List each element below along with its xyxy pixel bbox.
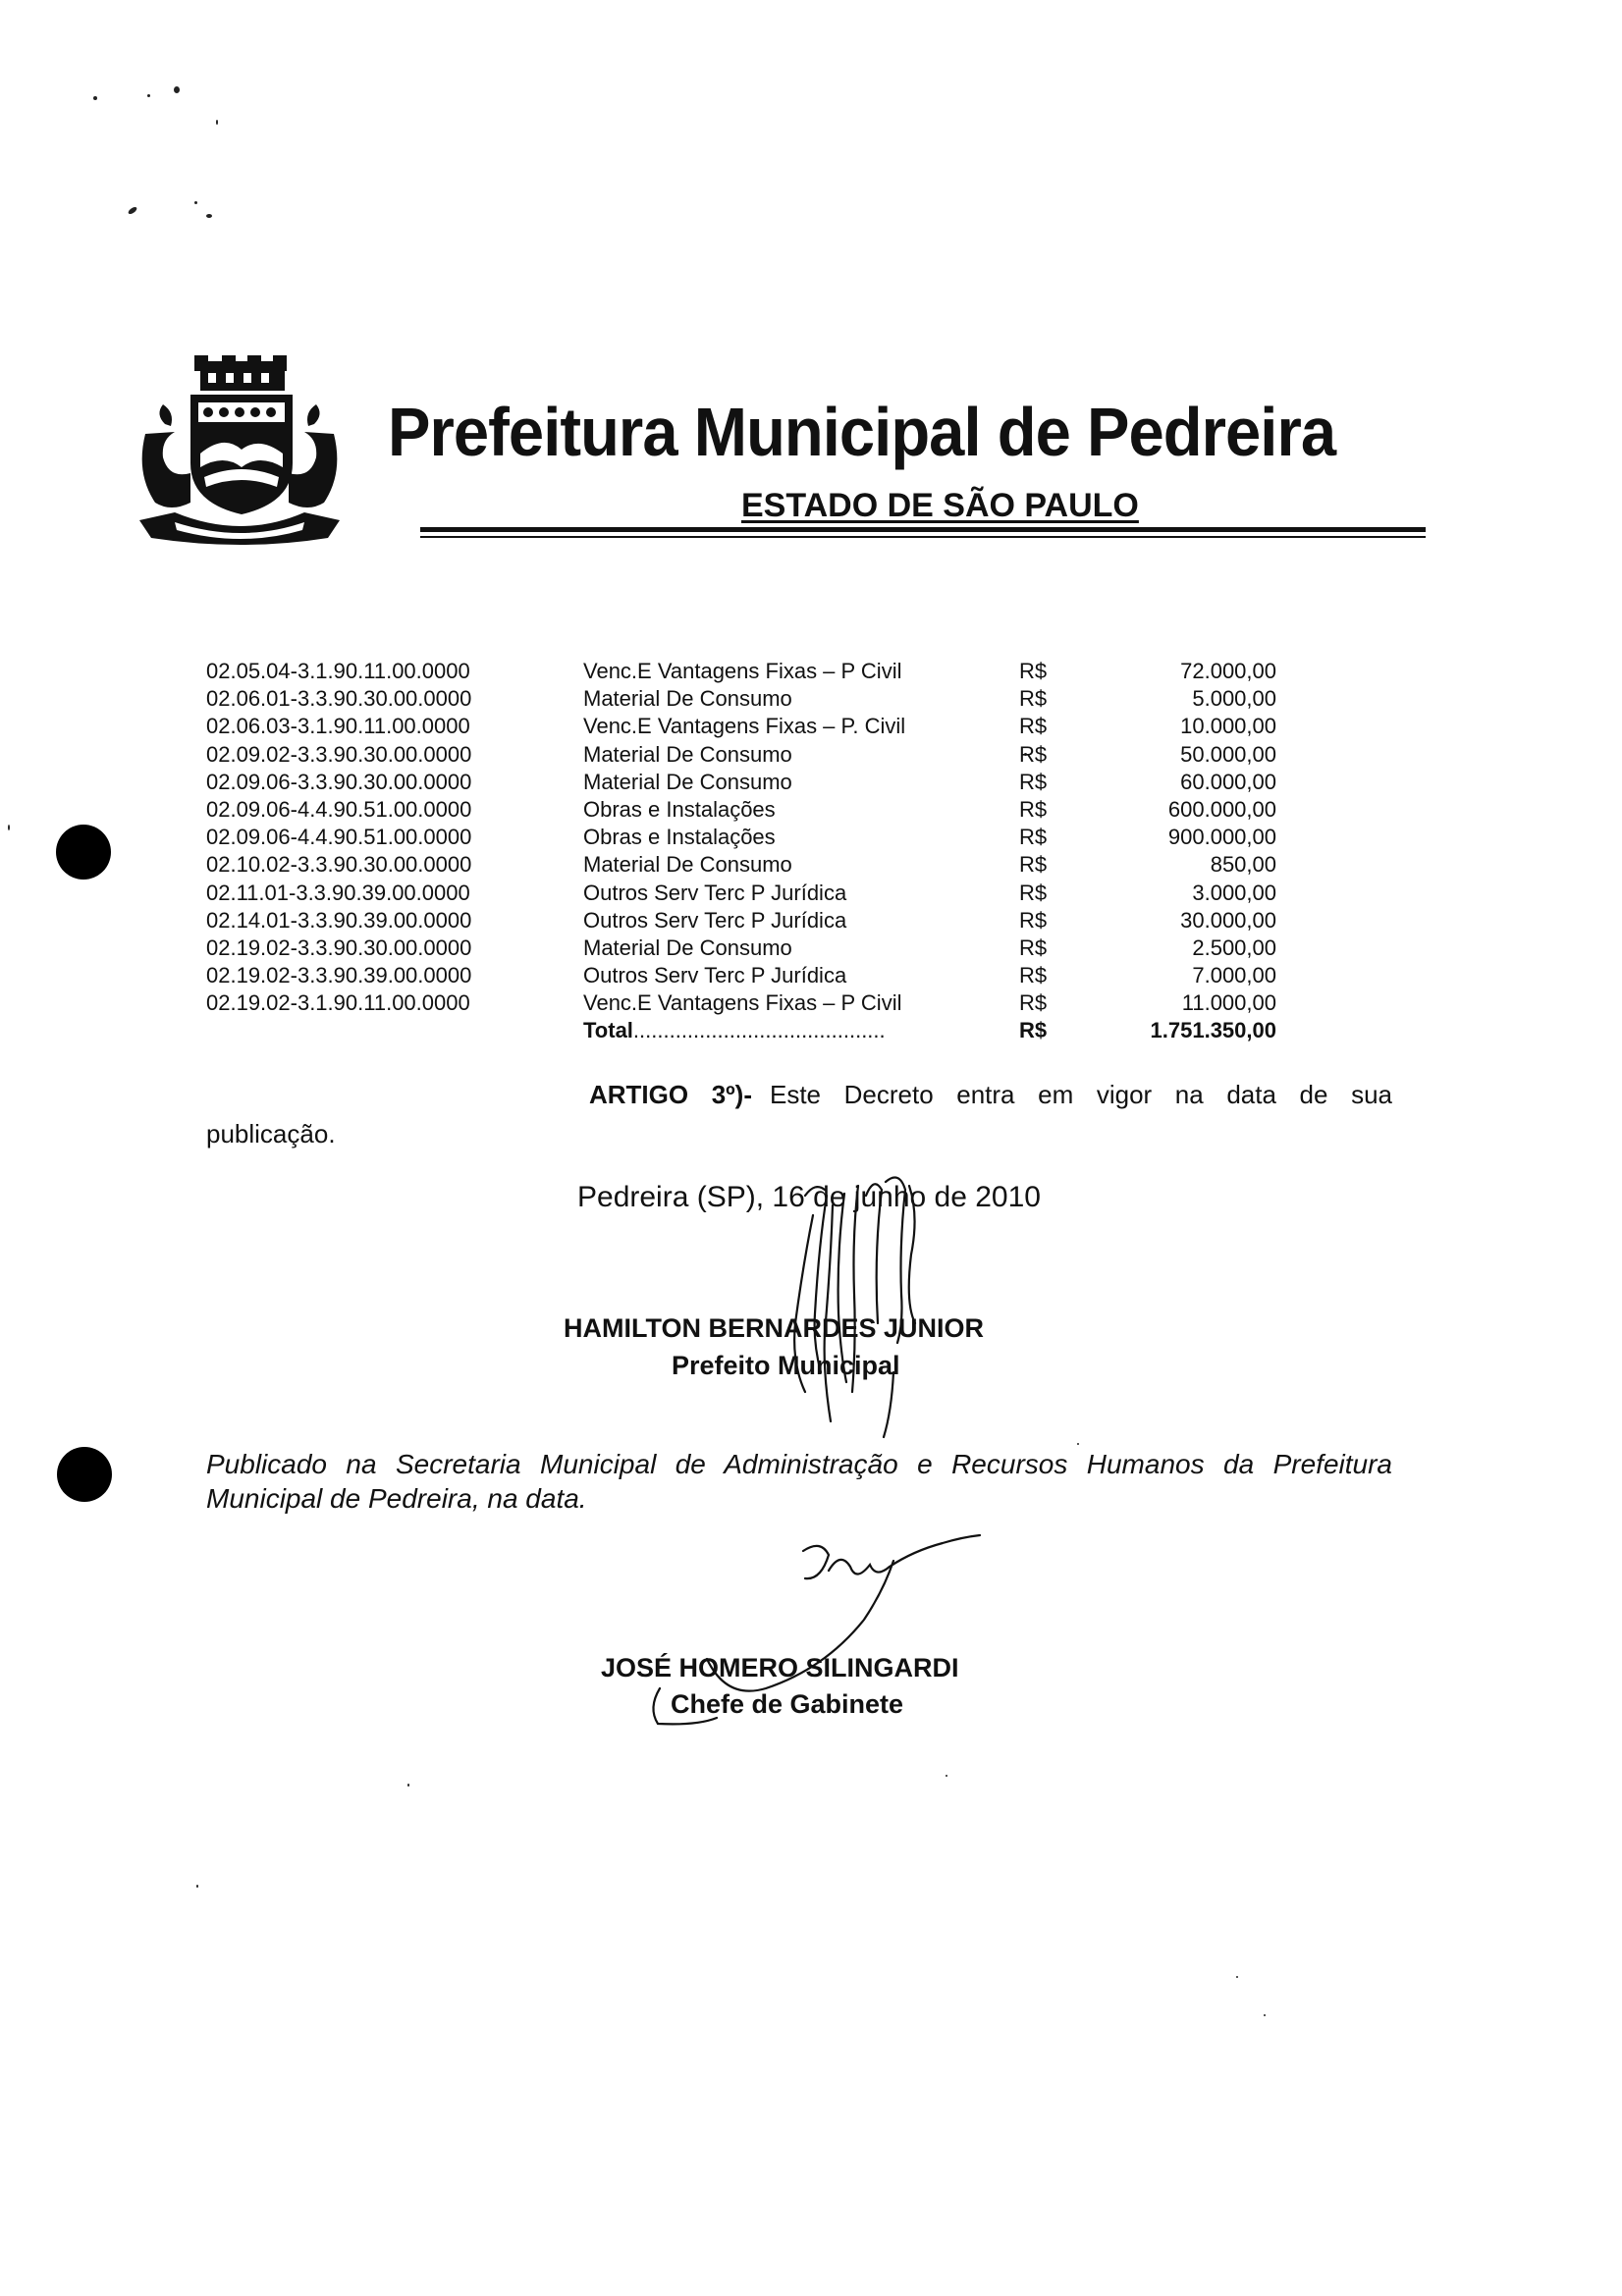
table-row <box>206 989 1286 1017</box>
currency-symbol: R$ <box>1019 880 1048 905</box>
header-divider <box>420 527 1426 532</box>
budget-description: Material De Consumo <box>583 934 792 960</box>
budget-table <box>206 658 1286 1045</box>
currency-symbol: R$ <box>1019 769 1048 794</box>
budget-amount: 50.000,00 <box>1180 741 1276 767</box>
budget-description: Obras e Instalações <box>583 796 776 822</box>
currency-symbol: R$ <box>1019 825 1048 850</box>
currency-symbol: R$ <box>1019 1018 1048 1043</box>
budget-code: 02.19.02-3.3.90.39.00.0000 <box>206 963 472 988</box>
currency-symbol: R$ <box>1019 907 1048 933</box>
scan-speck <box>174 86 180 93</box>
table-row <box>206 685 1286 713</box>
total-label-text: Total <box>583 1018 633 1043</box>
scan-speck <box>946 1775 947 1777</box>
total-row <box>206 1017 1286 1044</box>
budget-amount: 30.000,00 <box>1180 907 1276 933</box>
budget-amount: 72.000,00 <box>1180 659 1276 683</box>
budget-code: 02.09.06-3.3.90.30.00.0000 <box>206 769 472 794</box>
scan-speck <box>216 120 218 125</box>
scan-speck <box>127 206 137 216</box>
table-row <box>206 796 1286 824</box>
scan-speck <box>407 1784 409 1787</box>
scan-speck <box>8 825 10 830</box>
scan-speck <box>147 94 150 97</box>
budget-code: 02.19.02-3.1.90.11.00.0000 <box>206 990 470 1016</box>
budget-code: 02.09.06-4.4.90.51.00.0000 <box>206 796 472 822</box>
budget-amount: 7.000,00 <box>1192 963 1276 988</box>
scan-speck <box>1236 1976 1238 1978</box>
header-divider-thin <box>420 536 1426 538</box>
signatory-1-title: Prefeito Municipal <box>672 1351 900 1380</box>
table-row <box>206 851 1286 879</box>
table-row <box>206 907 1286 934</box>
currency-symbol: R$ <box>1019 659 1048 683</box>
currency-symbol: R$ <box>1019 796 1048 822</box>
punch-hole-top <box>56 825 111 880</box>
budget-amount: 2.500,00 <box>1192 934 1276 960</box>
signatory-2-name: JOSÉ HOMERO SILINGARDI <box>601 1653 959 1682</box>
currency-symbol: R$ <box>1019 686 1048 712</box>
table-row <box>206 962 1286 989</box>
table-row <box>206 769 1286 796</box>
signatory-2-title: Chefe de Gabinete <box>671 1689 904 1719</box>
budget-code: 02.09.06-4.4.90.51.00.0000 <box>206 825 472 850</box>
budget-description: Outros Serv Terc P Jurídica <box>583 880 847 905</box>
article-continuation: publicação. <box>206 1119 336 1148</box>
budget-code: 02.06.03-3.1.90.11.00.0000 <box>206 714 470 739</box>
article-label: ARTIGO 3º)- <box>589 1080 752 1109</box>
page-subtitle: ESTADO DE SÃO PAULO <box>741 487 1139 524</box>
budget-code: 02.11.01-3.3.90.39.00.0000 <box>206 880 470 905</box>
budget-amount: 60.000,00 <box>1180 769 1276 794</box>
coat-of-arms-icon <box>135 355 344 547</box>
place-date: Pedreira (SP), 16 de junho de 2010 <box>577 1181 1041 1213</box>
budget-amount: 600.000,00 <box>1167 796 1276 822</box>
budget-code: 02.06.01-3.3.90.30.00.0000 <box>206 686 472 712</box>
table-row <box>206 824 1286 851</box>
article-text: Este Decreto entra em vigor na data de sua <box>769 1080 1392 1109</box>
budget-description: Obras e Instalações <box>583 825 776 850</box>
budget-code: 02.09.02-3.3.90.30.00.0000 <box>206 741 472 767</box>
budget-description: Venc.E Vantagens Fixas – P Civil <box>583 659 902 683</box>
budget-amount: 3.000,00 <box>1192 880 1276 905</box>
mayor-signature-icon <box>776 1147 943 1441</box>
publication-note: Publicado na Secretaria Municipal de Administração e Recursos Humanos da Prefeitura Municipal de Pedreira, na data. <box>206 1449 1392 1514</box>
scan-speck <box>1264 2014 1266 2016</box>
currency-symbol: R$ <box>1019 714 1048 739</box>
scan-speck <box>1077 1443 1079 1445</box>
table-row <box>206 934 1286 962</box>
currency-symbol: R$ <box>1019 963 1048 988</box>
scan-speck <box>93 96 97 100</box>
budget-amount: 10.000,00 <box>1180 714 1276 739</box>
currency-symbol: R$ <box>1019 990 1048 1016</box>
total-amount: 1.751.350,00 <box>1150 1018 1276 1043</box>
budget-amount: 11.000,00 <box>1181 990 1276 1016</box>
budget-amount: 5.000,00 <box>1192 686 1276 712</box>
currency-symbol: R$ <box>1019 741 1048 767</box>
budget-code: 02.05.04-3.1.90.11.00.0000 <box>206 659 470 683</box>
table-row <box>206 880 1286 907</box>
scan-speck <box>194 201 197 204</box>
budget-description: Material De Consumo <box>583 769 792 794</box>
currency-symbol: R$ <box>1019 852 1048 878</box>
budget-code: 02.10.02-3.3.90.30.00.0000 <box>206 852 472 878</box>
budget-description: Outros Serv Terc P Jurídica <box>583 963 847 988</box>
budget-description: Venc.E Vantagens Fixas – P. Civil <box>583 714 906 739</box>
budget-amount: 850,00 <box>1210 852 1276 878</box>
budget-description: Outros Serv Terc P Jurídica <box>583 907 847 933</box>
signatory-1-name: HAMILTON BERNARDES JUNIOR <box>564 1313 985 1343</box>
article-3 <box>589 1080 1392 1110</box>
currency-symbol: R$ <box>1019 934 1048 960</box>
budget-amount: 900.000,00 <box>1167 825 1276 850</box>
budget-description: Material De Consumo <box>583 686 792 712</box>
scan-speck <box>196 1885 198 1888</box>
page-title: Prefeitura Municipal de Pedreira <box>388 394 1336 470</box>
total-label <box>583 1017 927 1044</box>
budget-code: 02.14.01-3.3.90.39.00.0000 <box>206 907 472 933</box>
budget-description: Material De Consumo <box>583 741 792 767</box>
budget-code: 02.19.02-3.3.90.30.00.0000 <box>206 934 472 960</box>
table-row <box>206 713 1286 740</box>
table-row <box>206 741 1286 769</box>
budget-description: Material De Consumo <box>583 852 792 878</box>
total-leader-dots: .......................................... <box>632 1018 886 1043</box>
table-row <box>206 658 1286 685</box>
budget-description: Venc.E Vantagens Fixas – P Civil <box>583 990 902 1016</box>
scan-speck <box>206 214 212 218</box>
punch-hole-bottom <box>57 1447 112 1502</box>
